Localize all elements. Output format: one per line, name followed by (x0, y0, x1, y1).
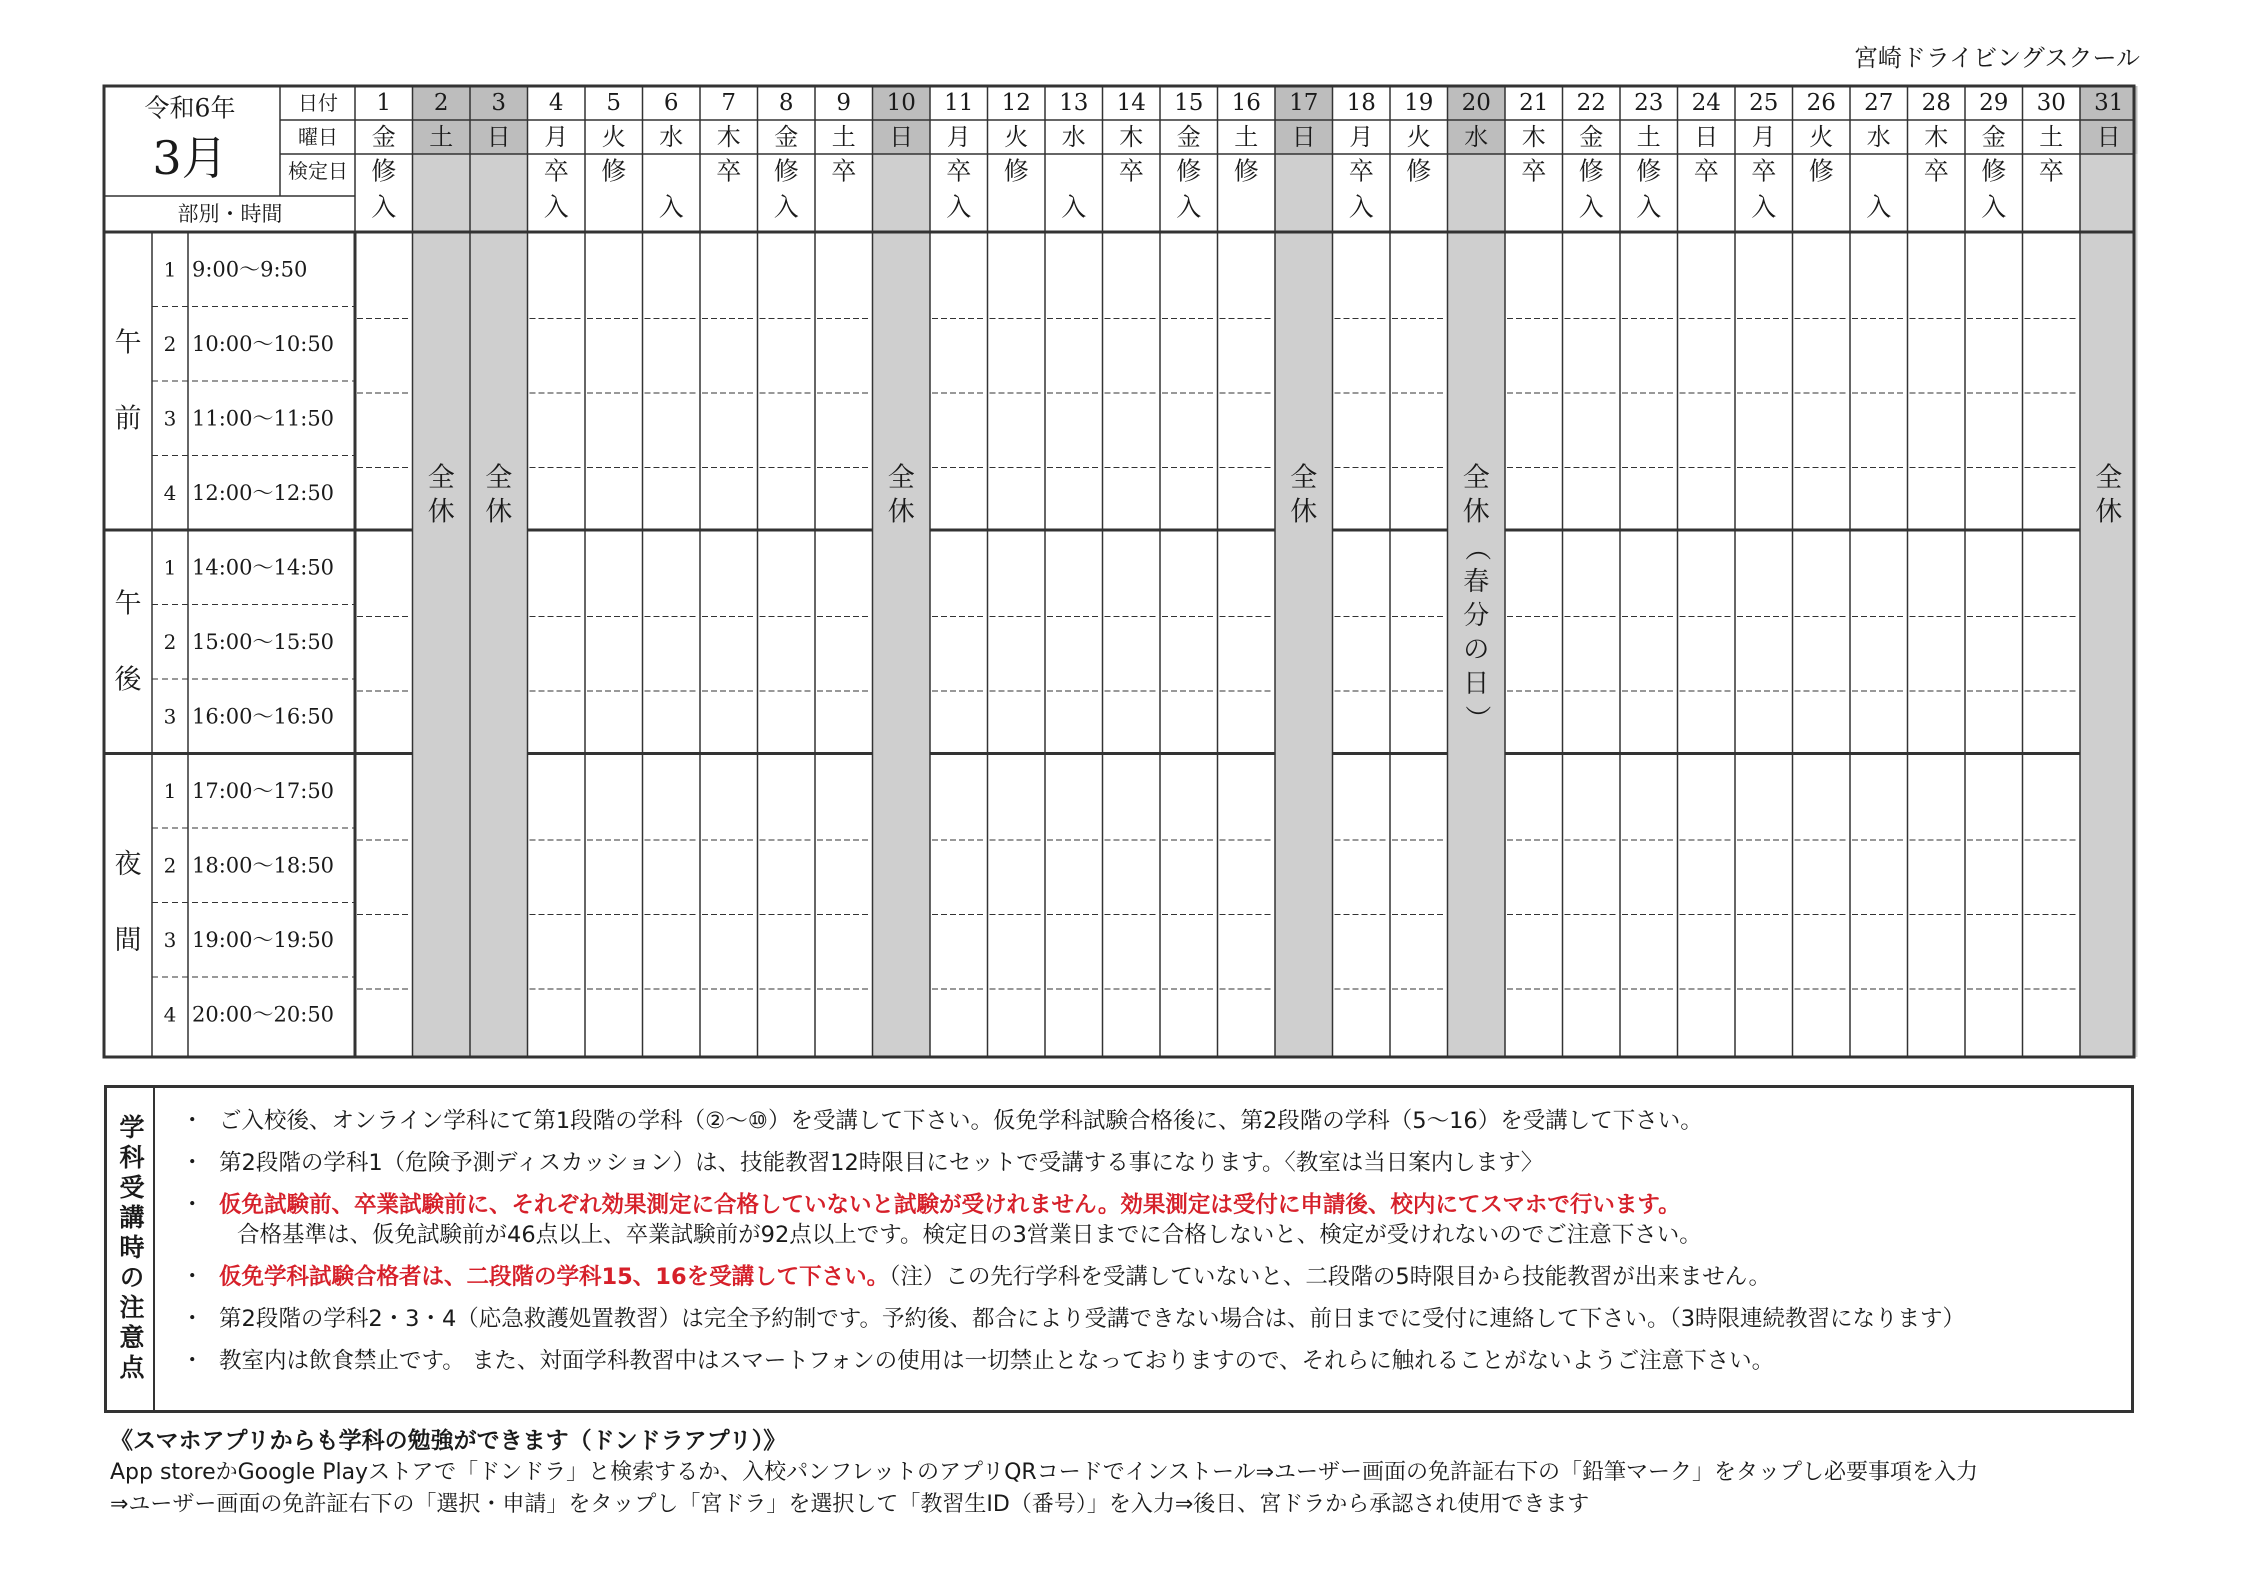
day-weekday: 水 (1866, 123, 1891, 151)
day-weekday: 木 (1924, 123, 1949, 151)
exam-mark-top: 修 (601, 156, 627, 186)
note-item (177, 1346, 2127, 1376)
day-number: 26 (1806, 90, 1836, 116)
label-date: 日付 (298, 91, 338, 115)
exam-mark-top: 卒 (831, 156, 857, 186)
day-number: 14 (1116, 90, 1146, 116)
period-number: 2 (163, 629, 177, 654)
day-number: 6 (663, 90, 679, 116)
holiday-note-char: （ (1461, 534, 1492, 562)
period-number: 3 (163, 406, 177, 431)
exam-mark-top: 卒 (543, 156, 569, 186)
section-name-char: 夜 (114, 849, 142, 880)
note-bullet: ・ (181, 1108, 204, 1134)
exam-mark-bottom: 入 (1981, 192, 2007, 222)
note-text: 教室内は飲食禁止です。 また、対面学科教習中はスマートフォンの使用は一切禁止となっておりますので、それらに触れることがないようご注意下さい。 (219, 1348, 1775, 1374)
note-text: 第2段階の学科2・3・4（応急救護処置教習）は完全予約制です。予約後、都合により受講できない場合は、前日までに受付に連絡して下さい。（3時限連続教習になります） (219, 1306, 1966, 1332)
exam-mark-bottom: 入 (371, 192, 397, 222)
holiday-note-char: 日 (1463, 669, 1490, 699)
era-year: 令和6年 (144, 93, 236, 123)
day-weekday: 土 (1234, 123, 1259, 151)
section-name-char: 午 (114, 588, 142, 620)
day-number: 18 (1346, 90, 1376, 116)
note-item (177, 1190, 2127, 1250)
exam-mark-top: 卒 (1118, 156, 1144, 186)
exam-mark-bottom: 入 (1751, 192, 1777, 222)
exam-mark-bottom: 入 (1866, 192, 1892, 222)
closed-label-char: 全 (427, 462, 455, 494)
day-number: 21 (1519, 90, 1549, 116)
closed-label-char: 全 (1462, 462, 1490, 494)
section-name-char: 後 (114, 664, 142, 696)
day-weekday: 金 (1981, 123, 2006, 151)
day-weekday: 土 (831, 123, 856, 151)
note-emphasis: 仮免学科試験合格者は、二段階の学科15、16を受講して下さい。 (219, 1264, 890, 1290)
day-weekday: 日 (486, 123, 511, 151)
closed-label-char: 休 (2095, 496, 2123, 528)
period-time: 20:00～20:50 (192, 1002, 335, 1027)
day-number: 30 (2036, 90, 2066, 116)
day-weekday: 日 (2096, 123, 2121, 151)
period-time: 15:00～15:50 (192, 629, 335, 654)
period-time: 12:00～12:50 (192, 480, 335, 505)
exam-mark-bottom: 入 (543, 192, 569, 222)
day-weekday: 火 (601, 123, 626, 151)
period-number: 1 (163, 257, 177, 282)
day-number: 4 (548, 90, 564, 116)
day-weekday: 火 (1809, 123, 1834, 151)
note-item (177, 1304, 2127, 1334)
note-item (177, 1262, 2127, 1292)
period-number: 1 (163, 778, 177, 803)
day-weekday: 水 (1464, 123, 1489, 151)
day-weekday: 土 (429, 123, 454, 151)
day-weekday: 木 (716, 123, 741, 151)
exam-mark-top: 卒 (1751, 156, 1777, 186)
day-number: 27 (1864, 90, 1894, 116)
day-weekday: 金 (1176, 123, 1201, 151)
day-weekday: 月 (544, 123, 569, 151)
closed-label-char: 休 (1290, 496, 1318, 528)
day-number: 23 (1634, 90, 1664, 116)
day-number: 22 (1576, 90, 1606, 116)
day-weekday: 月 (1349, 123, 1374, 151)
period-time: 11:00～11:50 (192, 406, 335, 431)
day-weekday: 日 (889, 123, 914, 151)
day-number: 29 (1979, 90, 2009, 116)
period-time: 16:00～16:50 (192, 704, 335, 729)
exam-mark-top: 卒 (2038, 156, 2064, 186)
exam-mark-bottom: 入 (1348, 192, 1374, 222)
exam-mark-top: 修 (371, 156, 397, 186)
notes-list (177, 1106, 2127, 1388)
note-bullet: ・ (181, 1306, 204, 1332)
section-name-char: 間 (114, 925, 142, 956)
label-exam: 検定日 (288, 159, 348, 183)
day-weekday: 水 (659, 123, 684, 151)
note-subtext: 合格基準は、仮免試験前が46点以上、卒業試験前が92点以上です。検定日の3営業日までに合格しないと、検定が受けれないのでご注意下さい。 (237, 1222, 1702, 1248)
note-text: （注）この先行学科を受講していないと、二段階の5時限目から技能教習が出来ません。 (889, 1264, 1772, 1290)
holiday-note-char: 分 (1463, 601, 1490, 631)
exam-mark-bottom: 入 (946, 192, 972, 222)
app-title: 《スマホアプリからも学科の勉強ができます（ドンドラアプリ）》 (110, 1428, 787, 1454)
period-number: 3 (163, 927, 177, 952)
period-number: 4 (163, 480, 177, 505)
exam-mark-top: 修 (1808, 156, 1834, 186)
closed-label-char: 休 (485, 496, 513, 528)
period-number: 2 (163, 853, 177, 878)
notes-side-title-text: 学科受講時の注意点 (116, 1114, 145, 1384)
exam-mark-top: 修 (1578, 156, 1604, 186)
period-time: 17:00～17:50 (192, 778, 335, 803)
holiday-note-char: の (1463, 635, 1490, 665)
period-number: 3 (163, 704, 177, 729)
day-number: 16 (1231, 90, 1261, 116)
period-number: 4 (163, 1002, 177, 1027)
school-name: 宮崎ドライビングスクール (1853, 44, 2140, 72)
day-number: 2 (433, 90, 449, 116)
day-weekday: 日 (1694, 123, 1719, 151)
period-time: 18:00～18:50 (192, 853, 335, 878)
day-number: 28 (1921, 90, 1951, 116)
day-weekday: 日 (1291, 123, 1316, 151)
label-weekday: 曜日 (298, 125, 338, 149)
notes-side-title (107, 1088, 155, 1410)
day-number: 24 (1691, 90, 1721, 116)
exam-mark-bottom: 入 (1061, 192, 1087, 222)
note-bullet: ・ (181, 1150, 204, 1176)
day-weekday: 水 (1061, 123, 1086, 151)
closed-label-char: 休 (1462, 496, 1490, 528)
day-number: 3 (491, 90, 507, 116)
exam-mark-top: 修 (773, 156, 799, 186)
period-time: 9:00～9:50 (192, 257, 308, 282)
app-section (110, 1425, 2140, 1521)
exam-mark-bottom: 入 (1578, 192, 1604, 222)
exam-mark-top: 卒 (1521, 156, 1547, 186)
period-time: 19:00～19:50 (192, 927, 335, 952)
app-line-2: ⇒ユーザー画面の免許証右下の「選択・申請」をタップし「宮ドラ」を選択して「教習生ID（番号）」を入力⇒後日、宮ドラから承認され使用できます (110, 1492, 1590, 1517)
day-weekday: 木 (1521, 123, 1546, 151)
note-item (177, 1106, 2127, 1136)
day-number: 1 (376, 90, 392, 116)
app-line-1: App storeかGoogle Playストアで「ドンドラ」と検索するか、入校パンフレットのアプリQRコードでインストール⇒ユーザー画面の免許証右下の「鉛筆マーク」をタップし必要事項を入力 (110, 1460, 1979, 1485)
note-text: ご入校後、オンライン学科にて第1段階の学科（②～⑩）を受講して下さい。仮免学科試験合格後に、第2段階の学科（5～16）を受講して下さい。 (219, 1108, 1703, 1134)
exam-mark-bottom: 入 (658, 192, 684, 222)
exam-mark-top: 修 (1003, 156, 1029, 186)
note-emphasis: 仮免試験前、卒業試験前に、それぞれ効果測定に合格していないと試験が受けれません。効果測定は受付に申請後、校内にてスマホで行います。 (219, 1192, 1681, 1218)
exam-mark-bottom: 入 (1636, 192, 1662, 222)
exam-mark-top: 卒 (716, 156, 742, 186)
note-item (177, 1148, 2127, 1178)
closed-label-char: 全 (887, 462, 915, 494)
day-weekday: 火 (1004, 123, 1029, 151)
note-bullet: ・ (181, 1192, 204, 1218)
day-weekday: 土 (2039, 123, 2064, 151)
section-name-char: 午 (114, 327, 142, 359)
day-weekday: 土 (1636, 123, 1661, 151)
day-weekday: 金 (1579, 123, 1604, 151)
label-section-time: 部別・時間 (177, 202, 283, 226)
day-number: 10 (886, 90, 916, 116)
day-weekday: 木 (1119, 123, 1144, 151)
section-name-char: 前 (114, 403, 142, 435)
day-weekday: 火 (1406, 123, 1431, 151)
day-number: 25 (1749, 90, 1779, 116)
closed-label-char: 休 (887, 496, 915, 528)
day-weekday: 金 (774, 123, 799, 151)
day-number: 17 (1289, 90, 1319, 116)
exam-mark-bottom: 入 (1176, 192, 1202, 222)
day-weekday: 月 (946, 123, 971, 151)
note-bullet: ・ (181, 1348, 204, 1374)
exam-mark-top: 修 (1406, 156, 1432, 186)
note-text: 第2段階の学科1（危険予測ディスカッション）は、技能教習12時限目にセットで受講する事になります。〈教室は当日案内します〉 (219, 1150, 1544, 1176)
month-title: 3月 (152, 131, 228, 185)
exam-mark-bottom: 入 (773, 192, 799, 222)
exam-mark-top: 卒 (946, 156, 972, 186)
closed-label-char: 全 (1290, 462, 1318, 494)
day-number: 11 (944, 90, 974, 116)
closed-label-char: 休 (427, 496, 455, 528)
exam-mark-top: 卒 (1348, 156, 1374, 186)
closed-label-char: 全 (2095, 462, 2123, 494)
day-number: 19 (1404, 90, 1434, 116)
day-number: 9 (836, 90, 852, 116)
day-number: 7 (721, 90, 737, 116)
exam-mark-top: 卒 (1923, 156, 1949, 186)
exam-mark-top: 修 (1981, 156, 2007, 186)
notes-box (104, 1085, 2134, 1413)
day-number: 12 (1001, 90, 1031, 116)
day-number: 31 (2094, 90, 2124, 116)
closed-column-shade (1275, 154, 1333, 1057)
day-weekday: 月 (1751, 123, 1776, 151)
exam-mark-top: 修 (1636, 156, 1662, 186)
day-weekday: 金 (371, 123, 396, 151)
period-number: 2 (163, 331, 177, 356)
holiday-note-char: 春 (1463, 567, 1490, 597)
day-number: 15 (1174, 90, 1204, 116)
note-bullet: ・ (181, 1264, 204, 1290)
exam-mark-top: 卒 (1693, 156, 1719, 186)
day-number: 13 (1059, 90, 1089, 116)
day-number: 8 (778, 90, 794, 116)
exam-mark-top: 修 (1233, 156, 1259, 186)
closed-column-shade (413, 154, 471, 1057)
closed-label-char: 全 (485, 462, 513, 494)
closed-column-shade (470, 154, 528, 1057)
closed-column-shade (873, 154, 931, 1057)
period-time: 10:00～10:50 (192, 331, 335, 356)
closed-column-shade (2080, 154, 2138, 1057)
period-number: 1 (163, 555, 177, 580)
day-number: 5 (606, 90, 622, 116)
day-number: 20 (1461, 90, 1491, 116)
period-time: 14:00～14:50 (192, 555, 335, 580)
exam-mark-top: 修 (1176, 156, 1202, 186)
holiday-note-char: ） (1461, 704, 1492, 732)
